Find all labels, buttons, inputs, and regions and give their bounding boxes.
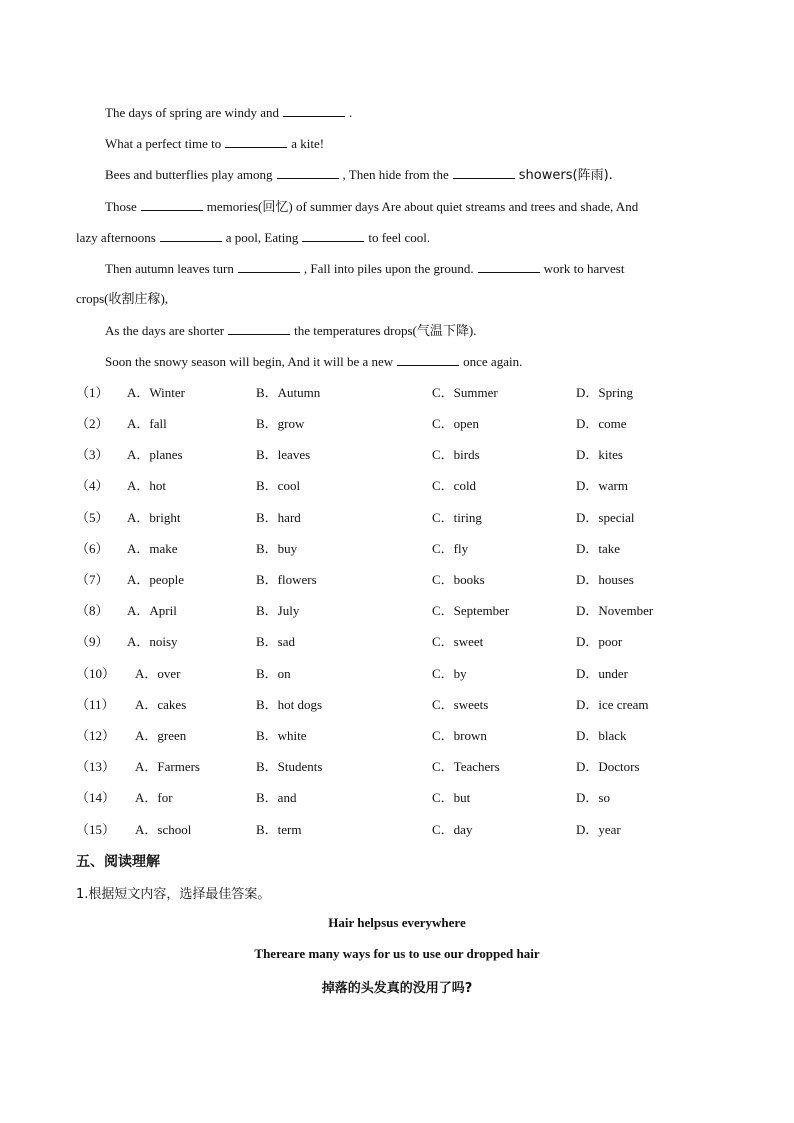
option-row-14 bbox=[76, 790, 756, 806]
option-c: C．sweets bbox=[432, 697, 489, 712]
question-number: （12） bbox=[76, 728, 116, 743]
instruction-text: 1.根据短文内容，选择最佳答案。 bbox=[76, 887, 271, 902]
passage-line-2 bbox=[105, 135, 324, 152]
option-b: B．Autumn bbox=[256, 385, 321, 400]
option-b: B．Students bbox=[256, 759, 323, 774]
option-a: A．fall bbox=[127, 416, 167, 431]
option-row-1 bbox=[76, 385, 756, 401]
question-number: （11） bbox=[76, 697, 115, 712]
option-row-3 bbox=[76, 447, 756, 463]
passage-line-8 bbox=[105, 322, 476, 339]
passage-line-1 bbox=[105, 104, 352, 121]
passage-text: a kite! bbox=[291, 136, 325, 151]
option-a: A．planes bbox=[127, 447, 183, 462]
option-row-10 bbox=[76, 666, 756, 682]
option-row-4 bbox=[76, 478, 756, 494]
option-row-5 bbox=[76, 510, 756, 526]
passage-text: the temperatures drops(气温下降). bbox=[294, 323, 477, 338]
blank-8 bbox=[238, 260, 300, 273]
option-c: C．tiring bbox=[432, 510, 482, 525]
question-number: （5） bbox=[76, 510, 109, 525]
reading-cn-title: 掉落的头发真的没用了吗? bbox=[321, 981, 473, 996]
question-number: （10） bbox=[76, 666, 116, 681]
option-b: B．grow bbox=[256, 416, 305, 431]
option-d: D．year bbox=[576, 822, 621, 837]
question-number: （4） bbox=[76, 478, 109, 493]
option-c: C．fly bbox=[432, 541, 469, 556]
blank-10 bbox=[228, 322, 290, 335]
passage-text: once again. bbox=[463, 354, 523, 369]
blank-2 bbox=[225, 135, 287, 148]
option-a: A．cakes bbox=[135, 697, 187, 712]
option-d: D．poor bbox=[576, 634, 623, 649]
option-a: A．school bbox=[135, 822, 192, 837]
blank-1 bbox=[283, 104, 345, 117]
passage-text: What a perfect time to bbox=[105, 136, 222, 151]
passage-line-9 bbox=[105, 353, 522, 370]
option-a: A．people bbox=[127, 572, 185, 587]
option-row-11 bbox=[76, 697, 756, 713]
option-a: A．Winter bbox=[127, 385, 185, 400]
option-c: C．birds bbox=[432, 447, 480, 462]
question-number: （3） bbox=[76, 447, 109, 462]
option-d: D．under bbox=[576, 666, 628, 681]
option-a: A．hot bbox=[127, 478, 167, 493]
option-b: B．and bbox=[256, 790, 297, 805]
option-b: B．leaves bbox=[256, 447, 311, 462]
question-number: （15） bbox=[76, 822, 116, 837]
option-b: B．term bbox=[256, 822, 302, 837]
option-b: B．buy bbox=[256, 541, 298, 556]
option-c: C．but bbox=[432, 790, 471, 805]
option-c: C．Summer bbox=[432, 385, 498, 400]
passage-line-3 bbox=[105, 166, 613, 184]
passage-text: lazy afternoons bbox=[76, 230, 156, 245]
option-b: B．flowers bbox=[256, 572, 317, 587]
option-c: C．books bbox=[432, 572, 485, 587]
option-b: B．on bbox=[256, 666, 291, 681]
passage-line-6 bbox=[105, 260, 624, 277]
option-d: D．Doctors bbox=[576, 759, 640, 774]
passage-text: , Fall into piles upon the ground. bbox=[303, 261, 474, 276]
option-d: D．houses bbox=[576, 572, 634, 587]
blank-9 bbox=[478, 260, 540, 273]
option-b: B．white bbox=[256, 728, 307, 743]
option-d: D．ice cream bbox=[576, 697, 649, 712]
passage-line-4 bbox=[105, 198, 638, 215]
option-d: D．take bbox=[576, 541, 621, 556]
option-a: A．over bbox=[135, 666, 181, 681]
passage-text: As the days are shorter bbox=[105, 323, 225, 338]
blank-6 bbox=[160, 229, 222, 242]
option-row-2 bbox=[76, 416, 756, 432]
option-c: C．brown bbox=[432, 728, 487, 743]
passage-text: Then autumn leaves turn bbox=[105, 261, 234, 276]
option-a: A．noisy bbox=[127, 634, 178, 649]
option-c: C．open bbox=[432, 416, 479, 431]
option-a: A．green bbox=[135, 728, 187, 743]
question-number: （9） bbox=[76, 634, 109, 649]
option-row-15 bbox=[76, 822, 756, 838]
section-title: 五、阅读理解 bbox=[76, 854, 160, 870]
question-number: （7） bbox=[76, 572, 109, 587]
option-b: B．cool bbox=[256, 478, 301, 493]
passage-text: Soon the snowy season will begin, And it will be a new bbox=[105, 354, 394, 369]
blank-4 bbox=[453, 166, 515, 179]
option-b: B．July bbox=[256, 603, 300, 618]
option-a: A．make bbox=[127, 541, 178, 556]
passage-text: a pool, Eating bbox=[225, 230, 299, 245]
option-d: D．black bbox=[576, 728, 627, 743]
option-c: C．day bbox=[432, 822, 473, 837]
option-a: A．April bbox=[127, 603, 177, 618]
blank-7 bbox=[302, 229, 364, 242]
option-d: D．special bbox=[576, 510, 635, 525]
option-c: C．sweet bbox=[432, 634, 484, 649]
question-number: （1） bbox=[76, 385, 109, 400]
option-row-9 bbox=[76, 634, 756, 650]
reading-subtitle: Thereare many ways for us to use our dropped hair bbox=[254, 946, 540, 961]
passage-text: Bees and butterflies play among bbox=[105, 167, 273, 182]
option-d: D．warm bbox=[576, 478, 628, 493]
option-b: B．hot dogs bbox=[256, 697, 323, 712]
passage-text: . bbox=[349, 105, 353, 120]
passage-text: to feel cool. bbox=[368, 230, 431, 245]
option-row-7 bbox=[76, 572, 756, 588]
option-row-8 bbox=[76, 603, 756, 619]
passage-text: showers(阵雨). bbox=[518, 168, 613, 183]
passage-text: Those bbox=[105, 199, 137, 214]
blank-5 bbox=[141, 198, 203, 211]
option-a: A．for bbox=[135, 790, 173, 805]
option-d: D．come bbox=[576, 416, 627, 431]
passage-text: crops(收割庄稼), bbox=[76, 291, 169, 306]
question-number: （2） bbox=[76, 416, 109, 431]
option-c: C．by bbox=[432, 666, 467, 681]
option-a: A．Farmers bbox=[135, 759, 200, 774]
option-row-12 bbox=[76, 728, 756, 744]
option-b: B．sad bbox=[256, 634, 296, 649]
option-d: D．November bbox=[576, 603, 654, 618]
blank-11 bbox=[397, 353, 459, 366]
option-d: D．Spring bbox=[576, 385, 634, 400]
question-number: （14） bbox=[76, 790, 116, 805]
passage-line-7 bbox=[76, 291, 168, 307]
option-row-6 bbox=[76, 541, 756, 557]
option-d: D．so bbox=[576, 790, 610, 805]
blank-3 bbox=[277, 166, 339, 179]
passage-text: memories(回忆) of summer days Are about quiet streams and trees and shade, And bbox=[206, 199, 639, 214]
option-row-13 bbox=[76, 759, 756, 775]
option-c: C．cold bbox=[432, 478, 477, 493]
option-b: B．hard bbox=[256, 510, 301, 525]
passage-text: , Then hide from the bbox=[342, 167, 449, 182]
question-number: （6） bbox=[76, 541, 109, 556]
question-number: （8） bbox=[76, 603, 109, 618]
passage-text: work to harvest bbox=[543, 261, 625, 276]
option-a: A．bright bbox=[127, 510, 181, 525]
passage-line-5 bbox=[76, 229, 430, 246]
reading-title: Hair helpsus everywhere bbox=[328, 915, 466, 930]
passage-text: The days of spring are windy and bbox=[105, 105, 280, 120]
option-c: C．September bbox=[432, 603, 510, 618]
question-number: （13） bbox=[76, 759, 116, 774]
option-d: D．kites bbox=[576, 447, 623, 462]
option-c: C．Teachers bbox=[432, 759, 500, 774]
